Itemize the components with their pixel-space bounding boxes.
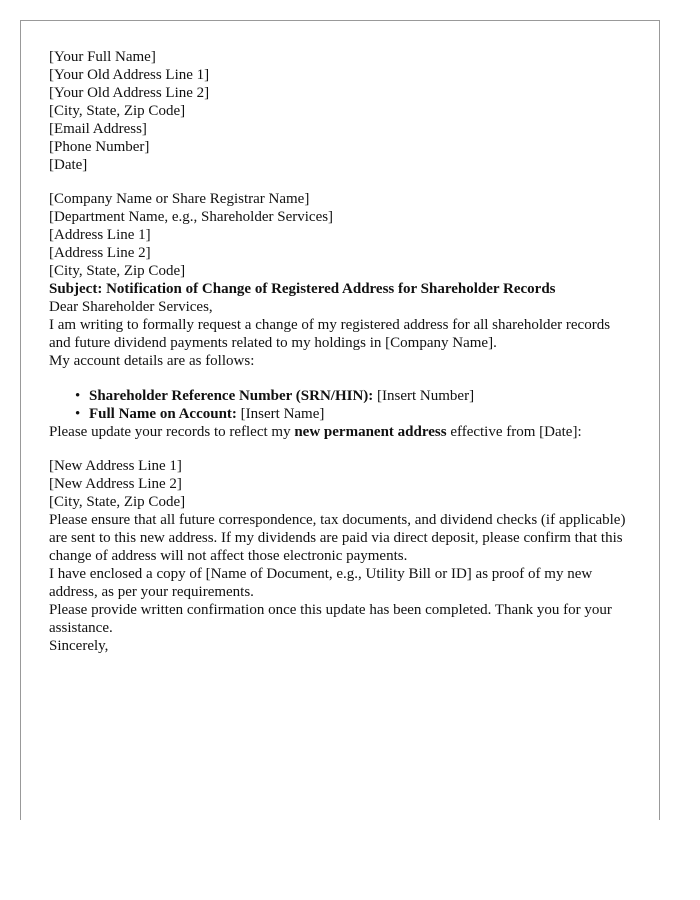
confirmation-paragraph: Please provide written confirmation once this update has been completed. Thank you for your assistance. <box>49 602 612 636</box>
sender-phone: [Phone Number] <box>49 139 150 155</box>
closing: Sincerely, <box>49 638 109 654</box>
enclosure-paragraph: I have enclosed a copy of [Name of Document, e.g., Utility Bill or ID] as proof of my new address, as per your requirements. <box>49 566 593 600</box>
detail-value: [Insert Name] <box>236 406 325 422</box>
detail-label: Shareholder Reference Number (SRN/HIN): <box>89 388 374 404</box>
recipient-block <box>49 190 629 280</box>
update-request-paragraph <box>49 423 629 441</box>
sender-email: [Email Address] <box>49 121 147 137</box>
letter-body <box>49 48 629 655</box>
account-details-intro: My account details are as follows: <box>49 353 255 369</box>
sender-city-state-zip: [City, State, Zip Code] <box>49 103 186 119</box>
account-details-list <box>49 387 629 423</box>
bullet-icon: • <box>75 406 81 422</box>
list-item <box>75 387 629 405</box>
recipient-address-line-1: [Address Line 1] <box>49 227 151 243</box>
correspondence-paragraph: Please ensure that all future correspondence, tax documents, and dividend checks (if applicable) are sent to this new address. If my dividends are paid via direct deposit, please confirm that this change of address will not affect those electronic payments. <box>49 512 626 564</box>
new-address-line-1: [New Address Line 1] <box>49 458 182 474</box>
detail-label: Full Name on Account: <box>89 406 237 422</box>
sender-old-address-line-2: [Your Old Address Line 2] <box>49 85 210 101</box>
update-request-text-end: effective from [Date]: <box>446 424 582 440</box>
detail-value: [Insert Number] <box>373 388 475 404</box>
update-request-text: Please update your records to reflect my <box>49 424 295 440</box>
sender-block <box>49 48 629 174</box>
salutation: Dear Shareholder Services, <box>49 299 213 315</box>
sender-old-address-line-1: [Your Old Address Line 1] <box>49 67 210 83</box>
recipient-city-state-zip: [City, State, Zip Code] <box>49 263 186 279</box>
recipient-department: [Department Name, e.g., Shareholder Services] <box>49 209 334 225</box>
letter-page <box>20 20 660 820</box>
recipient-company: [Company Name or Share Registrar Name] <box>49 191 310 207</box>
new-address-line-2: [New Address Line 2] <box>49 476 182 492</box>
list-item <box>75 405 629 423</box>
update-request-emphasis: new permanent address <box>294 424 447 440</box>
sender-name: [Your Full Name] <box>49 49 156 65</box>
new-address-block <box>49 457 629 511</box>
letter-date: [Date] <box>49 157 88 173</box>
recipient-address-line-2: [Address Line 2] <box>49 245 151 261</box>
intro-paragraph: I am writing to formally request a change of my registered address for all shareholder records and future dividend payments related to my holdings in [Company Name]. <box>49 317 611 351</box>
new-address-city-state-zip: [City, State, Zip Code] <box>49 494 186 510</box>
subject-line: Subject: Notification of Change of Registered Address for Shareholder Records <box>49 281 556 297</box>
bullet-icon: • <box>75 388 81 404</box>
